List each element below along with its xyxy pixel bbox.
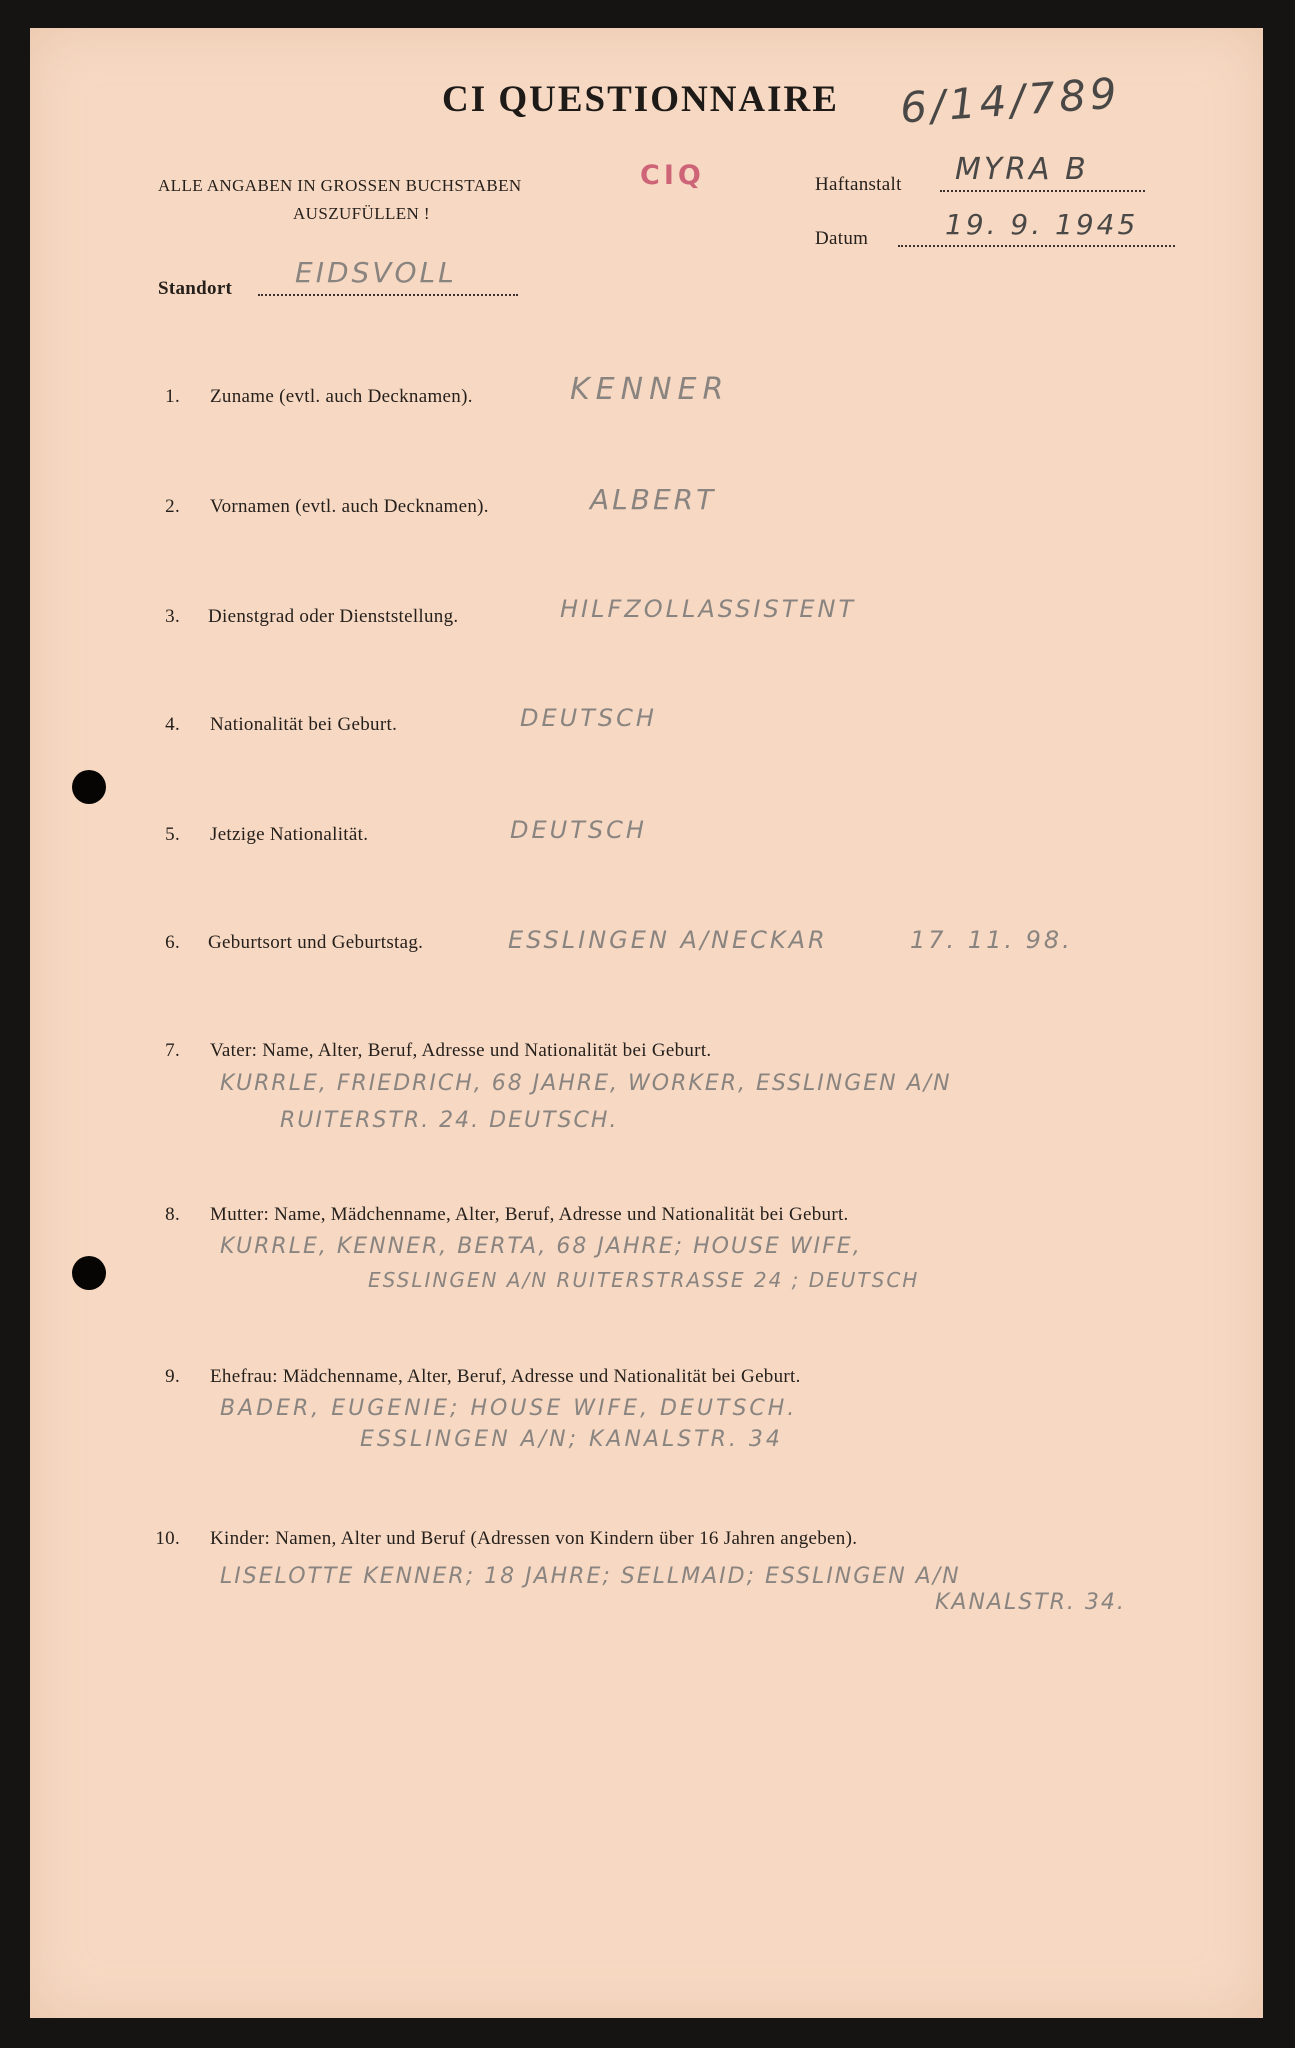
item-8-label: Mutter: Name, Mädchenname, Alter, Beruf, Adresse und Nationalität bei Geburt. <box>210 1204 849 1225</box>
haftanstalt-label: Haftanstalt <box>815 174 902 195</box>
standort-value: EIDSVOLL <box>295 256 457 289</box>
item-6-answer-date: 17. 11. 98. <box>910 926 1073 954</box>
item-1-answer: KENNER <box>570 372 730 407</box>
datum-value: 19. 9. 1945 <box>945 208 1139 241</box>
page-title: CI QUESTIONNAIRE <box>442 79 839 120</box>
item-7-answer-line-2: RUITERSTR. 24. DEUTSCH. <box>280 1108 619 1133</box>
item-6-label: Geburtsort und Geburtstag. <box>208 932 424 953</box>
item-7-answer-line-1: KURRLE, FRIEDRICH, 68 JAHRE, WORKER, ESSLINGEN A/N <box>220 1071 952 1096</box>
item-7-number: 7. <box>165 1040 180 1061</box>
ciq-stamp: CIQ <box>640 160 705 191</box>
item-5-label: Jetzige Nationalität. <box>210 824 369 845</box>
item-10-answer-line-2: KANALSTR. 34. <box>935 1590 1126 1615</box>
datum-line <box>898 245 1175 247</box>
item-6-number: 6. <box>165 932 180 953</box>
item-4-label: Nationalität bei Geburt. <box>210 714 398 735</box>
item-10-answer-line-1: LISELOTTE KENNER; 18 JAHRE; SELLMAID; ESSLINGEN A/N <box>220 1564 961 1589</box>
reference-number-handwritten: 6/14/789 <box>898 68 1123 133</box>
item-9-label: Ehefrau: Mädchenname, Alter, Beruf, Adresse und Nationalität bei Geburt. <box>210 1366 801 1387</box>
item-10-label: Kinder: Namen, Alter und Beruf (Adressen von Kindern über 16 Jahren angeben). <box>210 1528 858 1549</box>
datum-label: Datum <box>815 228 869 249</box>
item-8-answer-line-2: ESSLINGEN A/N RUITERSTRASSE 24 ; DEUTSCH <box>368 1268 920 1292</box>
item-8-number: 8. <box>165 1204 180 1225</box>
instruction-line-1: ALLE ANGABEN IN GROSSEN BUCHSTABEN <box>158 176 522 195</box>
item-4-number: 4. <box>165 714 180 735</box>
item-5-number: 5. <box>165 824 180 845</box>
instruction-line-2: AUSZUFÜLLEN ! <box>293 204 430 223</box>
item-5-answer: DEUTSCH <box>510 816 647 844</box>
standort-line <box>258 294 518 296</box>
haftanstalt-line <box>940 190 1145 192</box>
item-1-number: 1. <box>165 386 180 407</box>
punch-hole-bottom <box>72 1256 106 1290</box>
item-8-answer-line-1: KURRLE, KENNER, BERTA, 68 JAHRE; HOUSE WIFE, <box>220 1234 862 1259</box>
item-3-number: 3. <box>165 606 180 627</box>
item-9-number: 9. <box>165 1366 180 1387</box>
questionnaire-page <box>30 28 1263 2018</box>
item-2-label: Vornamen (evtl. auch Decknamen). <box>210 496 489 517</box>
item-2-number: 2. <box>165 496 180 517</box>
item-2-answer: ALBERT <box>590 483 717 516</box>
punch-hole-top <box>72 770 106 804</box>
item-4-answer: DEUTSCH <box>520 704 657 732</box>
item-3-label: Dienstgrad oder Dienststellung. <box>208 606 459 627</box>
item-1-label: Zuname (evtl. auch Decknamen). <box>210 386 473 407</box>
item-9-answer-line-1: BADER, EUGENIE; HOUSE WIFE, DEUTSCH. <box>220 1396 798 1421</box>
item-7-label: Vater: Name, Alter, Beruf, Adresse und Nationalität bei Geburt. <box>210 1040 712 1061</box>
item-9-answer-line-2: ESSLINGEN A/N; KANALSTR. 34 <box>360 1427 783 1452</box>
item-6-answer: ESSLINGEN A/NECKAR <box>508 926 828 954</box>
haftanstalt-value: MYRA B <box>955 152 1089 187</box>
item-10-number: 10. <box>155 1528 180 1549</box>
item-3-answer: HILFZOLLASSISTENT <box>560 595 857 623</box>
standort-label: Standort <box>158 278 233 299</box>
